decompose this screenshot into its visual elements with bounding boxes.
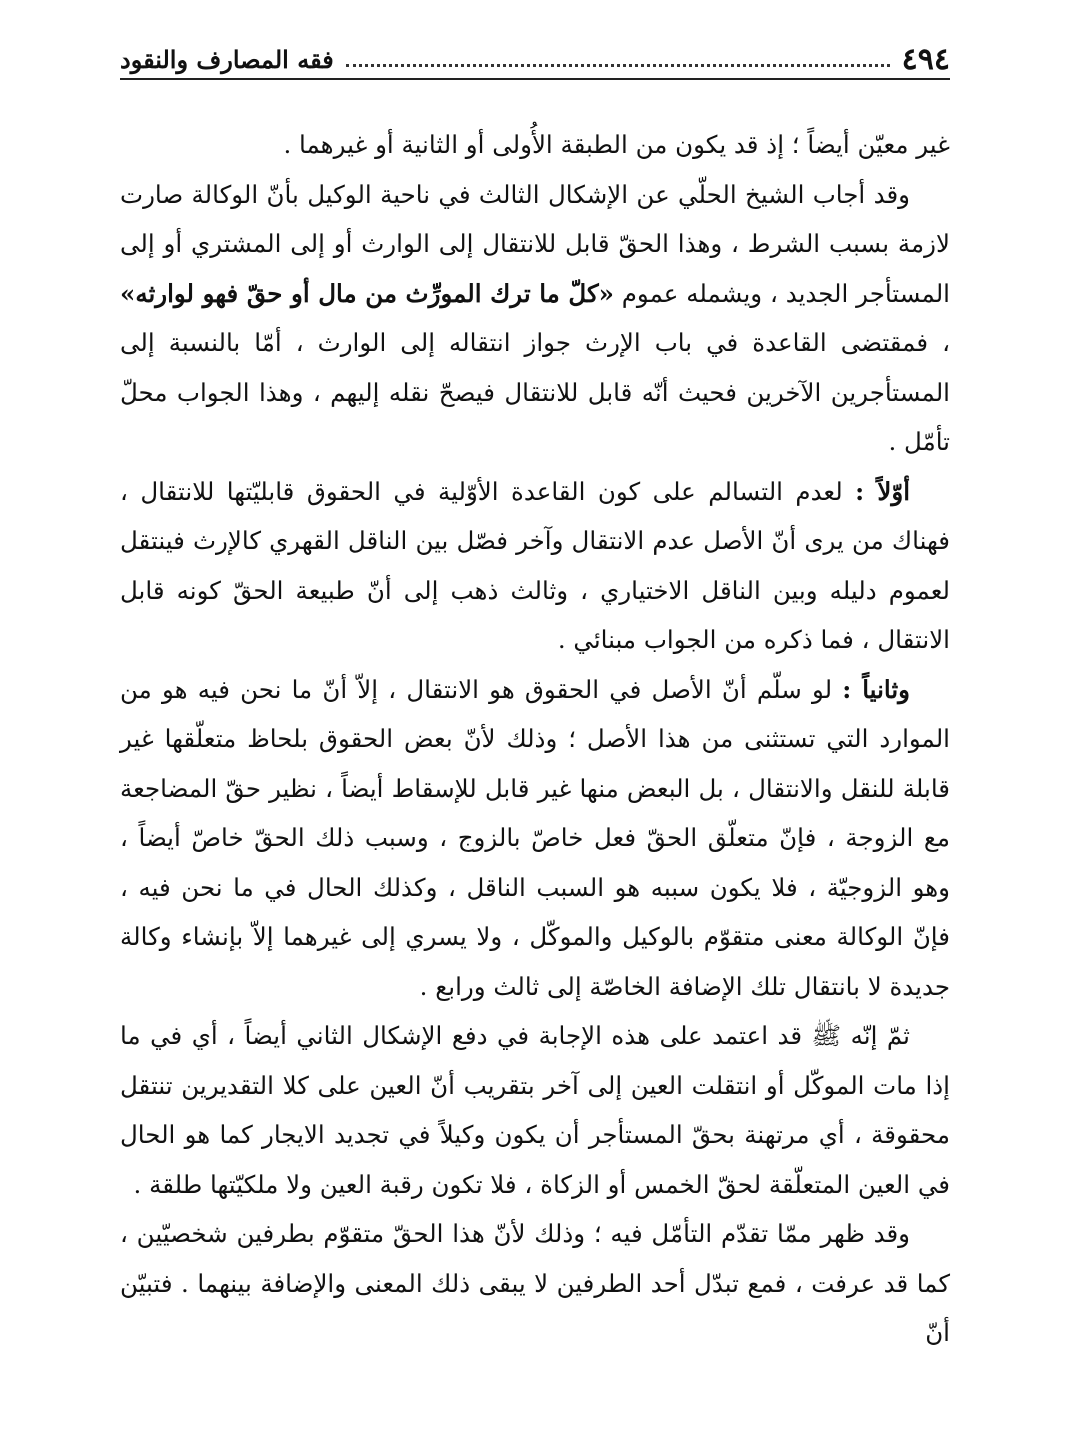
paragraph: وقد ظهر ممّا تقدّم التأمّل فيه ؛ وذلك لأنّ هذا الحقّ متقوّم بطرفين شخصيّين ، كما قد عرفت ، فمع تبدّل أحد الطرفين لا يبقى ذلك المعنى والإضافة بينهما . فتبيّن أنّ: [120, 1219, 950, 1347]
hadith-quote: «كلّ ما ترك المورِّث من مال أو حقّ فهو لوارثه»: [120, 278, 614, 308]
running-title: فقه المصارف والنقود: [120, 44, 334, 74]
paragraph: غير معيّن أيضاً ؛ إذ قد يكون من الطبقة الأُولى أو الثانية أو غيرهما .: [283, 130, 950, 159]
paragraph-text: وقد أجاب الشيخ الحلّي عن الإشكال الثالث في ناحية الوكيل بأنّ الوكالة صارت لازمة بسبب الشرط ، وهذا الحقّ قابل للانتقال إلى الوارث أو إلى المشتري أو إلى المستأجر الجديد ، ويشمله عموم: [120, 179, 950, 308]
page-number: ٤٩٤: [901, 41, 950, 77]
paragraph-lead: وثانياً :: [842, 674, 911, 704]
page-body: [120, 120, 950, 1358]
paragraph-lead: أوّلاً :: [855, 476, 911, 506]
paragraph: [120, 665, 950, 1012]
header-dotted-leader: [346, 64, 890, 67]
paragraph: ثمّ إنّه ﷺ قد اعتمد على هذه الإجابة في دفع الإشكال الثاني أيضاً ، أي في ما إذا مات الموكّل أو انتقلت العين إلى آخر بتقريب أنّ العين على كلا التقديرين تنتقل محقوقة ، أي مرتهنة بحقّ المستأجر أن يكون وكيلاً في تجديد الايجار كما هو الحال في العين المتعلّقة لحقّ الخمس أو الزكاة ، فلا تكون رقبة العين ولا ملكيّتها طلقة .: [120, 1021, 950, 1199]
paragraph: [120, 467, 950, 665]
page-header: [120, 40, 950, 80]
paragraph-text: لو سلّم أنّ الأصل في الحقوق هو الانتقال ، إلاّ أنّ ما نحن فيه هو من الموارد التي تستثنى من هذا الأصل ؛ وذلك لأنّ بعض الحقوق بلحاظ متعلّقها غير قابلة للنقل والانتقال ، بل البعض منها غير قابل للإسقاط أيضاً ، نظير حقّ المضاجعة مع الزوجة ، فإنّ متعلّق الحقّ فعل خاصّ بالزوج ، وسبب ذلك الحقّ خاصّ أيضاً ، وهو الزوجيّة ، فلا يكون سببه هو السبب الناقل ، وكذلك الحال في ما نحن فيه ، فإنّ الوكالة معنى متقوّم بالوكيل والموكّل ، ولا يسري إلى غيرهما إلاّ بإنشاء وكالة جديدة لا بانتقال تلك الإضافة الخاصّة إلى ثالث ورابع .: [120, 674, 950, 1001]
paragraph: [120, 170, 950, 467]
paragraph-text: لعدم التسالم على كون القاعدة الأوّلية في الحقوق قابليّتها للانتقال ، فهناك من يرى أنّ الأصل عدم الانتقال وآخر فصّل بين الناقل القهري كالإرث فينتقل لعموم دليله وبين الناقل الاختياري ، وثالث ذهب إلى أنّ طبيعة الحقّ كونه قابل الانتقال ، فما ذكره من الجواب مبنائي .: [120, 476, 950, 654]
paragraph-text: ، فمقتضى القاعدة في باب الإرث جواز انتقاله إلى الوارث ، أمّا بالنسبة إلى المستأجرين الآخرين فحيث أنّه قابل للانتقال فيصحّ نقله إليهم ، وهذا الجواب محلّ تأمّل .: [120, 328, 950, 456]
